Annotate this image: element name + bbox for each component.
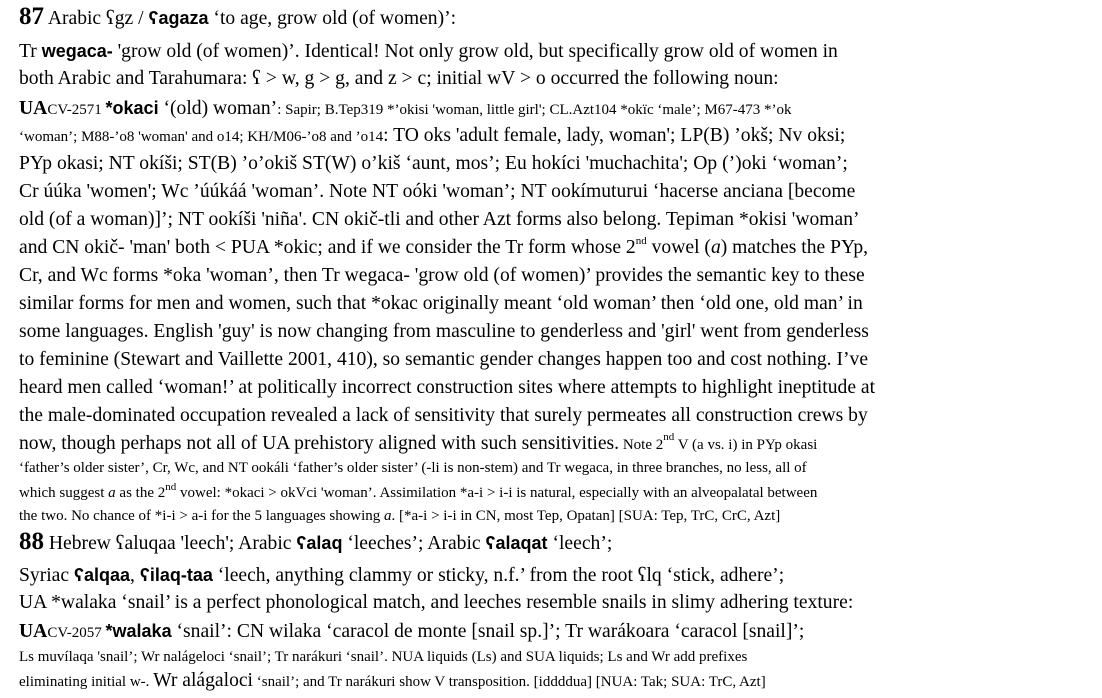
text-line: ‘father’s older sister’, Cr, Wc, and NT ookáli ‘father’s older sister’ (-li is non-stem) and Tr wegaca, in three branches, no less, all of [19,460,807,476]
text-line: some languages. English 'guy' is now changing from masculine to genderless and 'girl' went from genderless [19,321,869,342]
text-line: and CN okič- 'man' both < PUA *okic; and if we consider the Tr form whose 2nd vowel (a) matches the PYp, [19,235,869,258]
cognate-header: UACV-2057 *walaka ‘snail’: CN wilaka ‘caracol de monte [snail sp.]’; Tr warákoara ‘caracol [snail]’; [19,621,805,642]
text-line: Cr úúka 'women'; Wc ’úúkáá 'woman’. Note NT oóki 'woman’; NT ookímuturui ‘hacerse anciana [become [19,181,856,202]
text-line: heard men called ‘woman!’ at politically incorrect construction sites where attempts to highlight ineptitude at [19,377,876,398]
entry-number: 88 [19,528,44,555]
text-line: now, though perhaps not all of UA prehistory aligned with such sensitivities. Note 2nd V (a vs. i) in PYp okasi [19,431,818,454]
text-line: Syriac ʕalqaa, ʕilaq-taa ‘leech, anything clammy or sticky, n.f.’ from the root ʕlq ‘stick, adhere’; [19,565,785,586]
text-line: which suggest a as the 2nd vowel: *okaci > okVci 'woman’. Assimilation *a-i > i-i is natural, especially with an alveopalatal between [19,481,818,501]
text-line: both Arabic and Tarahumara: ʕ > w, g > g, and z > c; initial wV > o occurred the following noun: [19,68,779,89]
head-word: ʕalaq [296,533,343,553]
text-line: Ls muvílaqa 'snail’; Wr nalágeloci ‘snail’; Tr narákuri ‘snail’. NUA liquids (Ls) and SUA liquids; Ls and Wr add prefixes [19,649,748,665]
cognate-header: UACV-2571 *okaci ‘(old) woman’: Sapir; B.Tep319 *’okisi 'woman, little girl'; CL.Azt104 *okïc ‘male’; M67-473 *’ok [19,98,792,119]
text-line: Cr, and Wc forms *oka 'woman’, then Tr wegaca- 'grow old (of women)’ provides the semantic key to these [19,265,865,286]
head-word: ʕalaqat [485,533,548,553]
text-line: to feminine (Stewart and Vaillette 2001, 410), so semantic gender changes happen too and cost nothing. I’ve [19,349,869,370]
text-line: UA *walaka ‘snail’ is a perfect phonological match, and leeches resemble snails in slimy adhering texture: [19,592,854,613]
text-line: Tr wegaca- 'grow old (of women)’. Identical! Not only grow old, but specifically grow old of women in [19,41,838,62]
entry-number: 87 [19,3,44,30]
entry-88-header: 88 Hebrew ʕaluqaa 'leech'; Arabic ʕalaq ‘leeches’; Arabic ʕalaqat ‘leech’; [19,528,613,555]
text-line: similar forms for men and women, such that *okac originally meant ‘old woman’ then ‘old one, old man’ in [19,293,863,314]
entry-87-header: 87 Arabic ʕgz / ʕagaza ‘to age, grow old (of women)’: [19,3,457,30]
text-line: the male-dominated occupation revealed a lack of sensitivity that surely permeates all construction crews by [19,405,868,426]
text-line: the two. No chance of *i-i > a-i for the 5 languages showing a. [*a-i > i-i in CN, most Tep, Opatan] [SUA: Tep, TrC, CrC, Azt] [19,508,781,524]
text-line: old (of a woman)]’; NT ookíši 'niña'. CN okič-tli and other Azt forms also belong. Tepiman *okisi 'woman’ [19,209,860,230]
text-line: PYp okasi; NT okíši; ST(B) ’o’okiš ST(W) o’kiš ‘aunt, mos’; Eu hokíci 'muchachita'; Op (’)oki ‘woman’; [19,153,848,174]
head-word: ʕagaza [148,8,209,28]
text-line: ‘woman’; M88-’o8 'woman' and o14; KH/M06-’o8 and ’o14: TO oks 'adult female, lady, woman'; LP(B) ’okš; Nv oksi; [19,125,846,146]
text-line: eliminating initial w-. Wr alágaloci ‘snail’; and Tr narákuri show V transposition. [iddddua] [NUA: Tak; SUA: TrC, Azt] [19,670,766,691]
